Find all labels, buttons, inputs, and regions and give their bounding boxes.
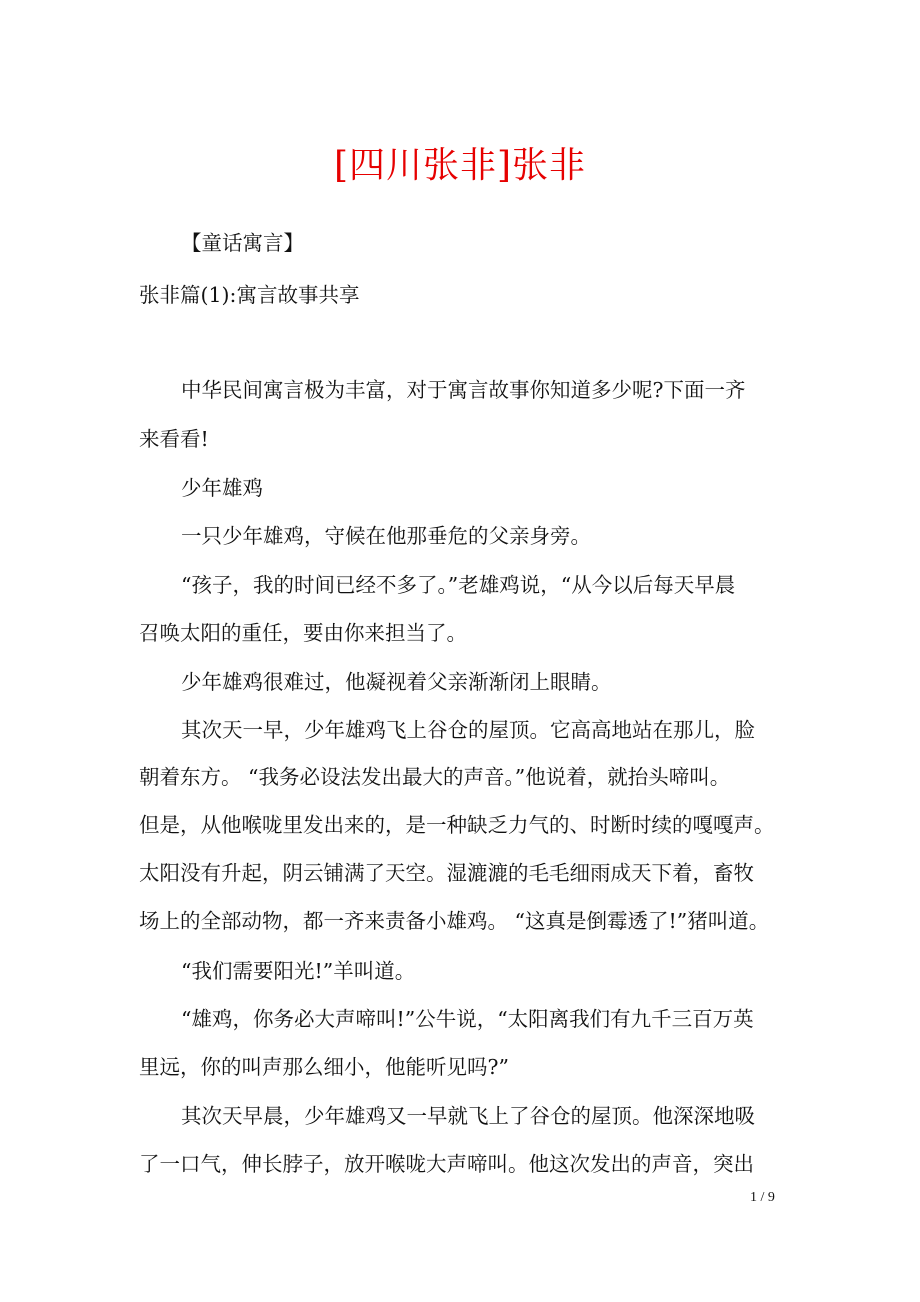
paragraph-line: 了一口气，伸长脖子，放开喉咙大声啼叫。他这次发出的声音，突出	[139, 1152, 754, 1176]
page-number: 1 / 9	[750, 1190, 775, 1205]
paragraph-line: 召唤太阳的重任，要由你来担当了。	[139, 621, 467, 645]
paragraph-line: 朝着东方。 “我务必设法发出最大的声音。”他说着，就抬头啼叫。	[139, 765, 731, 789]
paragraph-line: “雄鸡，你务必大声啼叫!”公牛说，“太阳离我们有九千三百万英	[181, 1007, 754, 1031]
paragraph-line: 但是，从他喉咙里发出来的，是一种缺乏力气的、时断时续的嘎嘎声。	[139, 813, 775, 837]
paragraph-line: 少年雄鸡很难过，他凝视着父亲渐渐闭上眼睛。	[181, 670, 612, 694]
document-title: [四川张非]张非	[333, 145, 587, 186]
article-subtitle: 张非篇(1):寓言故事共享	[139, 283, 360, 307]
category-label: 【童话寓言】	[181, 231, 304, 255]
paragraph-line: 来看看!	[139, 427, 209, 451]
paragraph-line: 其次天早晨，少年雄鸡又一早就飞上了谷仓的屋顶。他深深地吸	[181, 1104, 755, 1128]
paragraph-line: 里远，你的叫声那么细小，他能听见吗?”	[139, 1055, 509, 1079]
paragraph-line: 一只少年雄鸡，守候在他那垂危的父亲身旁。	[181, 524, 591, 548]
paragraph-line: “我们需要阳光!”羊叫道。	[181, 959, 416, 983]
paragraph-line: “孩子，我的时间已经不多了。”老雄鸡说，“从今以后每天早晨	[181, 573, 736, 597]
paragraph-line: 太阳没有升起，阴云铺满了天空。湿漉漉的毛毛细雨成天下着，畜牧	[139, 861, 754, 885]
paragraph-line: 场上的全部动物，都一齐来责备小雄鸡。 “这真是倒霉透了!”猪叫道。	[139, 909, 770, 933]
section-heading: 少年雄鸡	[181, 476, 263, 500]
paragraph-line: 其次天一早，少年雄鸡飞上谷仓的屋顶。它高高地站在那儿，脸	[181, 718, 755, 742]
paragraph-line: 中华民间寓言极为丰富，对于寓言故事你知道多少呢?下面一齐	[181, 378, 746, 402]
